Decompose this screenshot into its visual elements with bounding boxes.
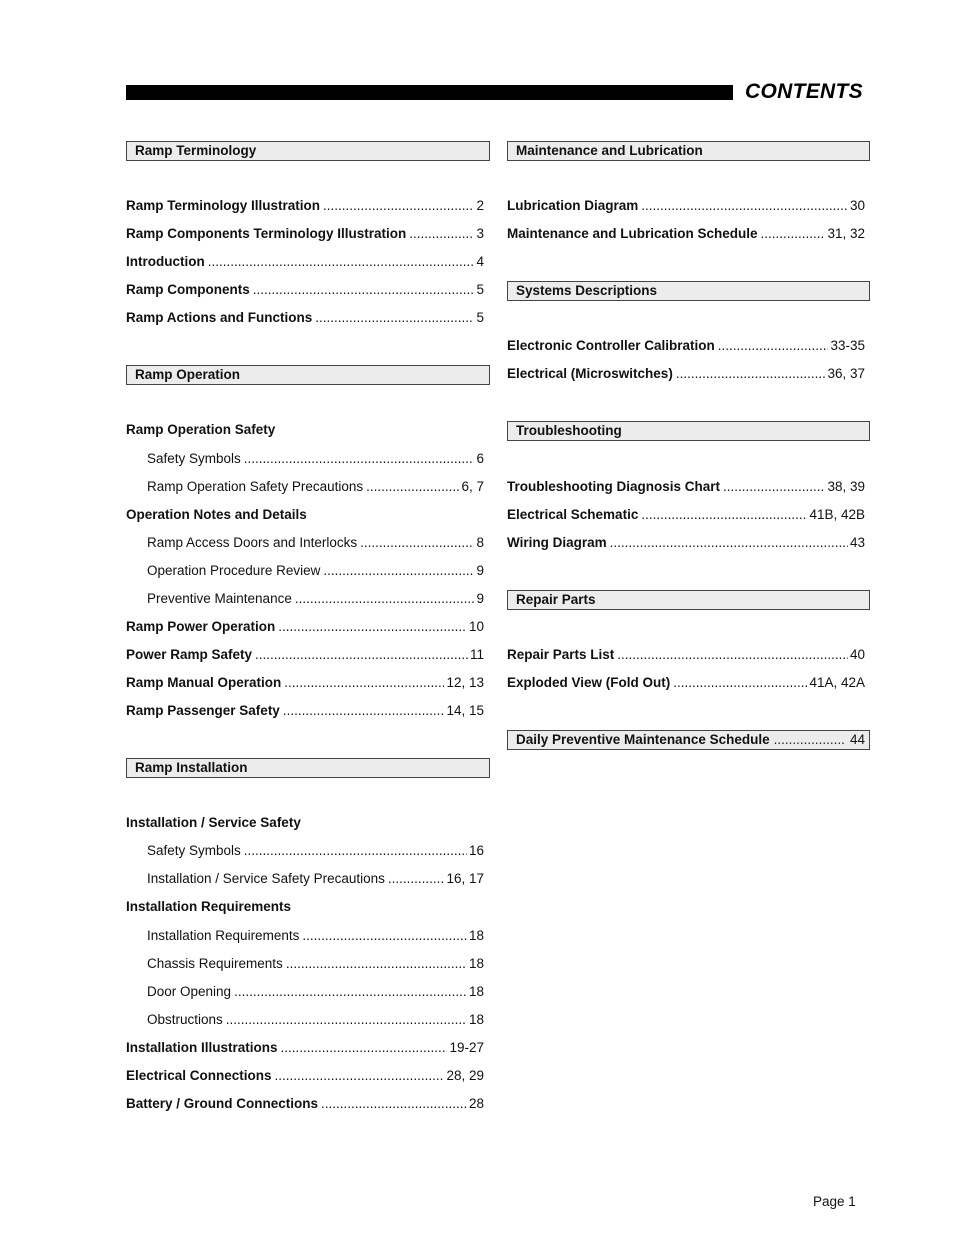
- dot-leader: [253, 281, 475, 299]
- dot-leader: [295, 590, 475, 608]
- section-label: Troubleshooting: [516, 423, 622, 438]
- toc-entry-page: 36, 37: [827, 366, 865, 381]
- dot-leader: [284, 674, 444, 692]
- dot-leader: [302, 927, 467, 945]
- dot-leader: [244, 842, 467, 860]
- section-label: Repair Parts: [516, 592, 596, 607]
- dot-leader: [360, 534, 474, 552]
- section-ramp-operation: [126, 365, 490, 385]
- toc-entry-label: Electrical Schematic: [507, 507, 639, 522]
- toc-entry-label: Maintenance and Lubrication Schedule: [507, 226, 758, 241]
- toc-entry[interactable]: [147, 1011, 484, 1029]
- page-title: CONTENTS: [745, 80, 863, 103]
- toc-entry-page: 9: [476, 591, 484, 606]
- dot-leader: [610, 534, 848, 552]
- toc-entry-label: Installation Requirements: [147, 928, 300, 943]
- section-troubleshooting: [507, 421, 870, 441]
- toc-entry[interactable]: [147, 927, 484, 945]
- toc-entry-page: 3: [476, 226, 484, 241]
- toc-entry-label: Introduction: [126, 254, 205, 269]
- toc-entry-label: Electrical (Microswitches): [507, 366, 673, 381]
- toc-entry-label: Safety Symbols: [147, 843, 241, 858]
- dot-leader: [323, 197, 474, 215]
- toc-entry-label: Electrical Connections: [126, 1068, 272, 1083]
- dot-leader: [226, 1011, 467, 1029]
- toc-entry-page: 43: [849, 535, 865, 550]
- toc-entry-label: Troubleshooting Diagnosis Chart: [507, 479, 721, 494]
- subheading-installation-requirements: Installation Requirements: [126, 899, 292, 914]
- section-label: Ramp Operation: [135, 367, 241, 382]
- toc-entry-label: Lubrication Diagram: [507, 198, 639, 213]
- toc-entry-page: 31, 32: [827, 226, 865, 241]
- toc-entry[interactable]: [147, 955, 484, 973]
- toc-entry-page: 41B, 42B: [809, 507, 865, 522]
- dot-leader: [409, 225, 474, 243]
- toc-entry[interactable]: [126, 309, 484, 327]
- toc-entry[interactable]: [147, 450, 484, 468]
- dot-leader: [641, 506, 807, 524]
- toc-entry[interactable]: [147, 842, 484, 860]
- toc-entry[interactable]: [126, 1095, 484, 1113]
- toc-entry[interactable]: [126, 253, 484, 271]
- toc-entry-page: 8: [476, 535, 484, 550]
- toc-entry[interactable]: [126, 646, 484, 664]
- section-systems: [507, 281, 870, 301]
- toc-entry-page: 16, 17: [446, 871, 484, 886]
- section-ramp-installation: [126, 758, 490, 778]
- toc-entry-label: Ramp Access Doors and Interlocks: [147, 535, 358, 550]
- toc-entry-page: 38, 39: [827, 479, 865, 494]
- toc-entry-page: 12, 13: [446, 675, 484, 690]
- toc-entry-label: Obstructions: [147, 1012, 223, 1027]
- toc-entry[interactable]: [126, 225, 484, 243]
- dot-leader: [208, 253, 475, 271]
- toc-entry[interactable]: [507, 197, 865, 215]
- dot-leader: [761, 225, 826, 243]
- toc-entry[interactable]: [507, 337, 865, 355]
- section-maintenance: [507, 141, 870, 161]
- toc-entry[interactable]: [147, 870, 484, 888]
- toc-entry[interactable]: [147, 562, 484, 580]
- toc-entry[interactable]: [126, 1039, 484, 1057]
- toc-entry-label: Ramp Terminology Illustration: [126, 198, 321, 213]
- toc-entry-label: Safety Symbols: [147, 451, 241, 466]
- toc-entry-page: 30: [849, 198, 865, 213]
- section-label: Maintenance and Lubrication: [516, 143, 703, 158]
- toc-entry-page: 9: [476, 563, 484, 578]
- page-number: Page 1: [813, 1194, 856, 1209]
- section-ramp-terminology: [126, 141, 490, 161]
- toc-entry-page: 6: [476, 451, 484, 466]
- dot-leader: [315, 309, 474, 327]
- toc-entry-label: Ramp Components: [126, 282, 250, 297]
- subheading-installation-safety: Installation / Service Safety: [126, 815, 301, 830]
- dot-leader: [321, 1095, 467, 1113]
- toc-entry-page: 10: [468, 619, 484, 634]
- toc-entry-label: Repair Parts List: [507, 647, 615, 662]
- dot-leader: [641, 197, 848, 215]
- dot-leader: [676, 365, 826, 383]
- toc-entry-page: 18: [468, 984, 484, 999]
- dot-leader: [278, 618, 467, 636]
- dot-leader: [283, 702, 445, 720]
- dot-leader: [234, 983, 467, 1001]
- toc-entry-page: 5: [476, 310, 484, 325]
- toc-entry[interactable]: [126, 281, 484, 299]
- subheading-ramp-operation-safety: Ramp Operation Safety: [126, 422, 276, 437]
- toc-entry-page: 18: [468, 956, 484, 971]
- toc-entry-page: 14, 15: [446, 703, 484, 718]
- toc-entry-label: Ramp Components Terminology Illustration: [126, 226, 407, 241]
- toc-entry[interactable]: [126, 1067, 484, 1085]
- toc-entry-label: Installation Illustrations: [126, 1040, 278, 1055]
- section-page: 44: [849, 732, 865, 747]
- toc-entry-label: Ramp Passenger Safety: [126, 703, 280, 718]
- toc-entry-page: 40: [849, 647, 865, 662]
- toc-entry[interactable]: [147, 478, 484, 496]
- toc-entry[interactable]: [507, 646, 865, 664]
- toc-entry-label: Installation / Service Safety Precautions: [147, 871, 385, 886]
- section-label: Systems Descriptions: [516, 283, 658, 298]
- toc-entry-label: Ramp Manual Operation: [126, 675, 282, 690]
- toc-entry-label: Electronic Controller Calibration: [507, 338, 715, 353]
- toc-entry-label: Battery / Ground Connections: [126, 1096, 319, 1111]
- section-repair-parts: [507, 590, 870, 610]
- toc-entry-page: 16: [468, 843, 484, 858]
- toc-entry-page: 11: [469, 647, 484, 662]
- dot-leader: [281, 1039, 448, 1057]
- toc-entry-page: 2: [476, 198, 484, 213]
- toc-entry-label: Power Ramp Safety: [126, 647, 253, 662]
- toc-entry-page: 19-27: [449, 1040, 484, 1055]
- toc-entry-label: Operation Procedure Review: [147, 563, 321, 578]
- toc-entry[interactable]: [147, 534, 484, 552]
- toc-entry-label: Ramp Power Operation: [126, 619, 276, 634]
- toc-entry-page: 6, 7: [461, 479, 484, 494]
- toc-entry[interactable]: [126, 197, 484, 215]
- subheading-operation-notes: Operation Notes and Details: [126, 507, 307, 522]
- toc-entry[interactable]: [126, 674, 484, 692]
- section-label: Ramp Installation: [135, 760, 248, 775]
- toc-entry-page: 28: [468, 1096, 484, 1111]
- dot-leader: [366, 478, 459, 496]
- dot-leader: [275, 1067, 445, 1085]
- toc-entry-label: Ramp Actions and Functions: [126, 310, 313, 325]
- toc-entry-label: Wiring Diagram: [507, 535, 607, 550]
- toc-entry-page: 28, 29: [446, 1068, 484, 1083]
- toc-entry-page: 18: [468, 928, 484, 943]
- toc-entry[interactable]: [507, 506, 865, 524]
- toc-entry[interactable]: [507, 534, 865, 552]
- toc-entry-page: 4: [476, 254, 484, 269]
- section-label: Ramp Terminology: [135, 143, 257, 158]
- section-daily-maintenance[interactable]: [507, 730, 870, 750]
- dot-leader: [673, 674, 807, 692]
- dot-leader: [255, 646, 468, 664]
- dot-leader: [244, 450, 475, 468]
- toc-entry-label: Ramp Operation Safety Precautions: [147, 479, 364, 494]
- dot-leader: [286, 955, 467, 973]
- toc-entry[interactable]: [507, 478, 865, 496]
- toc-entry-label: Door Opening: [147, 984, 232, 999]
- toc-entry[interactable]: [507, 674, 865, 692]
- toc-entry-page: 33-35: [830, 338, 865, 353]
- toc-entry[interactable]: [147, 983, 484, 1001]
- toc-entry-page: 41A, 42A: [809, 675, 865, 690]
- dot-leader: [388, 870, 445, 888]
- toc-entry-label: Exploded View (Fold Out): [507, 675, 671, 690]
- toc-entry[interactable]: [126, 702, 484, 720]
- dot-leader: [617, 646, 848, 664]
- toc-entry[interactable]: [126, 618, 484, 636]
- toc-entry[interactable]: [507, 365, 865, 383]
- section-label: Daily Preventive Maintenance Schedule: [516, 732, 770, 747]
- toc-entry-page: 18: [468, 1012, 484, 1027]
- header-bar: [126, 85, 733, 100]
- toc-entry[interactable]: [507, 225, 865, 243]
- toc-entry[interactable]: [147, 590, 484, 608]
- dot-leader: [323, 562, 474, 580]
- toc-entry-label: Chassis Requirements: [147, 956, 283, 971]
- toc-entry-page: 5: [476, 282, 484, 297]
- dot-leader: [723, 478, 825, 496]
- dot-leader: [774, 731, 846, 749]
- toc-entry-label: Preventive Maintenance: [147, 591, 292, 606]
- dot-leader: [718, 337, 829, 355]
